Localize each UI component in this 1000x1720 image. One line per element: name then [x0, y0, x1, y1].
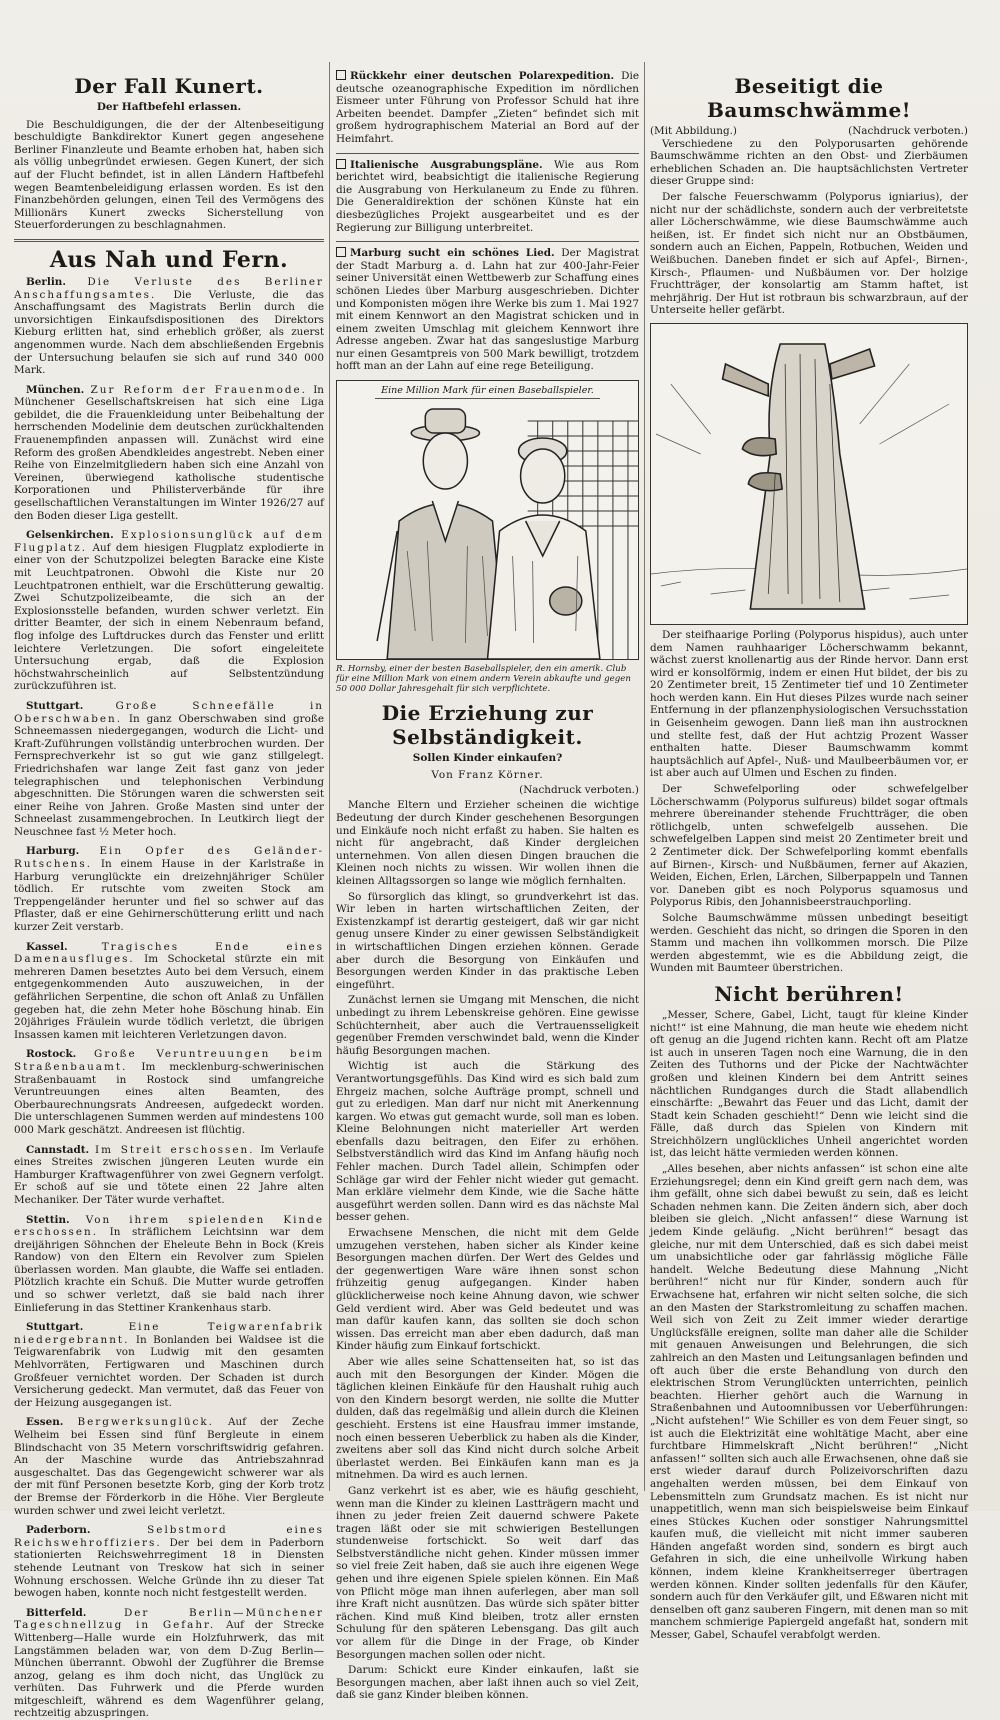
illustration-note: (Mit Abbildung.): [650, 125, 737, 137]
news-body: Der Magistrat der Stadt Marburg a. d. Lahn hat zur 400-Jahr-Feier seiner Universität einen Wettbewerb zur Schaffung eines schönen Liedes über Marburg ausgeschrieben. Dichter und Komponisten mögen ihre Werke bis zum 1. Mai 1927 mit einem Kennwort an den Magistrat schicken und in einem zweiten Umschlag mit gleichem Kennwort ihre Adresse angeben. Zwar hat das sangeslustige Marburg nur einen Gesamtpreis von 500 Mark bewilligt, trotzdem hofft man an der Lahn auf eine rege Beteiligung.: [336, 247, 639, 373]
news-place: München.: [26, 383, 85, 396]
news-body: Der bei dem in Paderborn stationierten Reichswehrregiment 18 in Diensten stehende Leutnant von Treskow hat sich in seiner Wohnung erschossen. Welche Gründe ihn zu dieser Tat bewogen haben, konnte noch nicht festgestellt werden.: [14, 1536, 324, 1600]
article-meta: [650, 125, 968, 138]
article-text: Die Beschuldigungen, die der der Altenbeseitigung beschuldigte Bankdirektor Kunert gegen angesehene Berliner Finanzleute und Beamte erhoben hat, haben sich als völlig unbegründet erwiesen. Gegen Kunert, der sich auf der Flucht befindet, ist in allen Ländern Haftbefehl wegen Beamtenbeleidigung erlassen worden. Es ist den Finanzbehörden gelungen, einen Teil des Vermögens des Millionärs Kunert zwecks Sicherstellung von Steuerforderungen zu beschlagnahmen.: [14, 118, 324, 232]
article-subtitle: Sollen Kinder einkaufen?: [412, 751, 563, 764]
column-middle: [336, 70, 639, 1702]
news-headline: Zur Reform der Frauenmode.: [90, 383, 307, 396]
news-text: [14, 845, 324, 933]
news-place: Paderborn.: [26, 1524, 91, 1537]
baseball-players-drawing: [337, 381, 638, 659]
figure-caption: R. Hornsby, einer der besten Baseballspieler, den ein amerik. Club für eine Million Mark von einem andern Verein abkaufte und gegen 50 000 Dollar Jahresgehalt für sich verpflichtete.: [336, 664, 631, 695]
news-headline: Italienische Ausgrabungspläne.: [350, 158, 543, 171]
article-title: Beseitigt die Baumschwämme!: [706, 74, 912, 122]
article-body: [650, 1009, 968, 1642]
figure-title: Eine Million Mark für einen Baseballspieler.: [375, 385, 600, 399]
news-headline: Eine Teigwarenfabrik niedergebrannt.: [14, 1321, 324, 1346]
article-text: Solche Baumschwämme müssen unbedingt beseitigt werden. Geschieht das nicht, so dringen die Sporen in den Stamm und machen ihn vollkommen morsch. Die Pilze werden abgestemmt, wie es die Abbildung zeigt, die Wunden mit Baumteer überstrichen.: [650, 911, 968, 975]
news-body: Im Schocketal stürzte ein mit mehreren Damen besetztes Auto bei dem Versuch, einem entgegenkommenden Auto auszuweichen, in der gefährlichen Serpentine, die schon oft Anlaß zu Unfällen gegeben hat, die zehn Meter hohe Böschung hinab. Ein 20jähriges Fräulein wurde tödlich verletzt, die übrigen Insassen kamen mit leichteren Verletzungen davon.: [14, 953, 324, 1041]
news-headline: Von ihrem spielenden Kinde erschossen.: [14, 1213, 324, 1239]
news-body: Im Verlaufe eines Streites zwischen jüngeren Leuten wurde ein Hamburger Kraftwagenführer von zwei Gegnern verfolgt. Er schoß auf sie und tötete einen 22 Jahre alten Mechaniker. Der Täter wurde verhaftet.: [14, 1143, 324, 1206]
news-text: [14, 700, 324, 839]
essay-paragraph: Aber wie alles seine Schattenseiten hat, so ist das auch mit den Besorgungen der Kinder. Mögen die täglichen kleinen Einkäufe für den Haushalt ruhig auch von den Kindern besorgt werden, nie sollte die Mutter dulden, daß das regelmäßig und allein durch die Kleinen geschieht. Erstens ist eine Hausfrau immer imstande, noch einen besseren Ueberblick zu haben als die Kinder, zweitens aber soll das Kind nicht durch solche Arbeit überlastet werden. Bei Einkäufen kann man es ja mitnehmen. Da wird es auch lernen.: [336, 1355, 639, 1482]
article-paragraph: „Messer, Schere, Gabel, Licht, taugt für kleine Kinder nicht!“ ist eine Mahnung, die man heute wie ehedem nicht oft genug an die Jugend richten kann. Recht oft am Platze ist auch in unseren Tagen noch eine Warnung, die in den Zeiten des Tuthorns und der Picke der Nachtwächter großen und kleinen Kindern bei dem Antritt seines nächtlichen Rundganges durch die Stadt allabendlich einschärfte: „Bewahrt das Feuer und das Licht, damit der Stadt kein Schaden geschieht!“ Denn wie leicht sind die Fälle, daß durch das Spielen von Kindern mit Streichhölzern unglückliches Unheil angerichtet worden ist, das leicht hätte vermieden werden können.: [650, 1008, 968, 1160]
divider: [14, 239, 324, 242]
news-headline: Selbstmord eines Reichswehroffiziers.: [14, 1524, 324, 1549]
divider: [336, 153, 639, 154]
news-text: [14, 529, 324, 693]
reprint-notice: (Nachdruck verboten.): [848, 125, 968, 137]
article-text: Der Schwefelporling oder schwefelgelber Löcherschwamm (Polyporus sulfureus) bildet sogar oftmals mehrere übereinander stehende Fruchtträger, die oben rötlichgelb, unten schwefelgelb aussehen. Die schwefelgelben Lappen sind meist 20 Zentimeter breit und 2 Zentimeter dick. Der Schwefelporling kommt ebenfalls auf Birnen-, Kirsch- und Nußbäumen, ferner auf Akazien, Weiden, Eichen, Erlen, Lärchen, Silberpappeln und Tannen vor. Daneben gibt es noch Polyporus squamosus und Polyporus Ribis, den Johannisbeerstrauchporling.: [650, 783, 968, 909]
news-place: Harburg.: [26, 845, 80, 858]
news-headline: Tragisches Ende eines Damenausfluges.: [14, 940, 324, 966]
news-place: Essen.: [26, 1416, 64, 1429]
news-headline: Im Streit erschossen.: [95, 1143, 255, 1156]
news-body: Die deutsche ozeanographische Expedition im nördlichen Eismeer unter Führung von Professor Schuld hat ihre Arbeiten beendet. Dampfer „Zieten“ befindet sich mit großem hydrographischem Material an Bord auf der Heimfahrt.: [336, 70, 639, 145]
news-item: [14, 1048, 324, 1136]
news-body: Auf der Zeche Welheim bei Essen sind fünf Bergleute in einem Blindschacht von 35 Metern vorschriftswidrig gefahren. An der Maschine wurde das Antriebszahnrad ausgeschaltet. Das das Gegengewicht schwerer war als der mit fünf Personen besetzte Korb, ging der Korb trotz der Bremse der Förderkorb in die Höhe. Vier Bergleute wurden schwer und zwei leicht verletzt.: [14, 1416, 324, 1517]
article-text: Der falsche Feuerschwamm (Polyporus igniarius), der nicht nur der schädlichste, sondern auch der verbreitetste aller Löcherschwämme, wie diese Baumschwämme auch heißen, ist. Er findet sich nicht nur an Obstbäumen, sondern auch an Eichen, Pappeln, Rotbuchen, Weiden und Weißbuchen. Daneben findet er sich auf Apfel-, Birnen-, Kirsch-, Pflaumen- und Nußbäumen vor. Der holzige Fruchtträger, der konsolartig am Stamm haftet, ist mehrjährig. Der Hut ist rotbraun bis schwarzbraun, auf der Unterseite heller gefärbt.: [650, 190, 968, 317]
news-item: [14, 700, 324, 839]
news-item: [14, 384, 324, 523]
article-kunert: [14, 74, 324, 232]
article-text: Verschiedene zu den Polyporusarten gehörende Baumschwämme richten an den Obst- und Zierbäumen erheblichen Schaden an. Die hauptsächlichsten Vertreter dieser Gruppe sind:: [650, 137, 968, 188]
article-erziehung: [336, 701, 639, 1702]
bullet-box: [336, 70, 346, 80]
news-body: In Münchener Gesellschaftskreisen hat sich eine Liga gebildet, die die Frauenkleidung unter Beibehaltung der herrschenden Modelinie dem deutschen zurückhaltenden Frauenempfinden anpassen will. Zunächst wird eine Reform des großen Abendkleides angestrebt. Neben einer Reihe von Einzelmitgliedern haben sich eine Anzahl von Vereinen, überwiegend katholische studentische Korporationen und Philisterverbände für ihre gesellschaftlichen Veranstaltungen im Winter 1926/27 auf den Boden dieser Liga gestellt.: [14, 383, 324, 522]
column-rule: [644, 62, 645, 1491]
article-baumschwaemme: [650, 74, 968, 975]
news-item: [14, 1416, 324, 1517]
news-text: [14, 1321, 324, 1409]
news-item: [14, 1524, 324, 1600]
news-headline: Ein Opfer des Geländer-Rutschens.: [14, 845, 324, 871]
news-headline: Bergwerksunglück.: [77, 1416, 214, 1429]
news-headline: Der Berlin—Münchener Tageschnellzug in Gefahr.: [14, 1606, 324, 1632]
tree-illustration: [650, 323, 968, 625]
news-text: [336, 247, 639, 373]
news-body: In ganz Oberschwaben sind große Schneemassen niedergegangen, wodurch die Licht- und Kraft-Zuführungen vollständig unterbrochen wurden. Der Fernsprechverkehr ist so gut wie ganz stillgelegt. Friedrichshafen war lange Zeit fast ganz von jeder telegraphischen und telephonischen Verbindung abgeschnitten. Die Störungen waren die schwersten seit einer Reihe von Jahren. Große Masten sind unter der Schneelast zusammengebrochen. In Leutkirch liegt der Neuschnee fast ½ Meter hoch.: [14, 712, 324, 838]
column-right: [650, 70, 969, 1642]
article-title: Der Fall Kunert.: [74, 74, 264, 98]
news-text: [14, 276, 324, 377]
news-text: [14, 941, 324, 1042]
news-headline: Große Schneefälle in Oberschwaben.: [14, 699, 324, 725]
news-list: [14, 276, 324, 1720]
news-headline: Die Verluste des Berliner Anschaffungsamtes.: [14, 275, 325, 301]
news-place: Stettin.: [26, 1213, 70, 1226]
divider: [336, 241, 639, 242]
short-news-item: [336, 247, 639, 373]
news-body: In einem Hause in der Karlstraße in Harburg verunglückte ein dreizehnjähriger Schüler tödlich. Er rutschte vom zweiten Stock am Treppengeländer herunter und fiel so schwer auf das Pflaster, daß er eine Gehirnerschütterung erlitt und nach kurzer Zeit verstarb.: [14, 858, 324, 934]
news-text: [14, 1144, 324, 1207]
news-text: [14, 1214, 324, 1315]
reprint-notice: (Nachdruck verboten.): [519, 783, 639, 796]
news-headline: Große Veruntreuungen beim Straßenbauamt.: [14, 1048, 324, 1073]
news-headline: Marburg sucht ein schönes Lied.: [350, 247, 555, 260]
article-subtitle: Der Haftbefehl erlassen.: [96, 101, 242, 113]
essay-paragraph: Ganz verkehrt ist es aber, wie es häufig geschieht, wenn man die Kinder zu kleinen Lastträgern macht und ihnen zu jeder freien Zeit dauernd schwere Pakete tragen läßt oder sie mit schwierigen Bestellungen stundenweise fortschickt. So weit darf das Selbstverständliche nicht gehen. Kinder müssen immer so viel freie Zeit haben, daß sie auch ihre eigenen Wege gehen und ihre eigenen Spiele spielen können. Ein Maß von Pflicht möge man ihnen auferlegen, aber man soll ihre Kraft nicht ausnützen. Das würde sich später bitter rächen. Kind muß Kind bleiben, trotz aller ernsten Schulung für den späteren Lebensgang. Das gilt auch vor allem für die Dinge in der Frage, ob Kinder Besorgungen machen sollen oder nicht.: [336, 1484, 639, 1661]
news-text: [14, 384, 324, 523]
baseball-illustration: [336, 380, 639, 660]
news-headline: Explosionsunglück auf dem Flugplatz.: [14, 529, 324, 554]
news-place: Kassel.: [26, 940, 68, 953]
article-title: Nicht berühren!: [714, 981, 904, 1006]
article-title: Die Erziehung zur Selbständigkeit.: [381, 700, 594, 749]
news-body: In Bonlanden bei Waldsee ist die Teigwarenfabrik von Ludwig mit den gesamten Mehlvorräten, Fertigwaren und Maschinen durch Großfeuer vernichtet worden. Der Schaden ist durch Versicherung gedeckt. Man vermutet, daß das Feuer von der Heizung ausgegangen ist.: [14, 1333, 324, 1409]
news-text: [336, 70, 639, 146]
news-place: Stuttgart.: [26, 1321, 84, 1334]
news-body: In sträflichem Leichtsinn war dem dreijährigen Söhnchen der Eheleute Behn in Bock (Kreis Randow) von den Eltern ein Revolver zum Spielen überlassen worden. Man glaubte, die Waffe sei entladen. Plötzlich krachte ein Schuß. Die Mutter wurde getroffen und so schwer verletzt, daß sie bald nach ihrer Einlieferung in das Stettiner Krankenhaus starb.: [14, 1226, 324, 1314]
news-place: Gelsenkirchen.: [26, 529, 114, 542]
short-news-list: [336, 70, 639, 373]
essay-paragraph: Manche Eltern und Erzieher scheinen die wichtige Bedeutung der durch Kinder geschehenen Besorgungen und Einkäufe noch nicht erfaßt zu haben. Sie halten es nicht für angebracht, daß Kinder dergleichen unternehmen. Von allen diesen Dingen brauchen die Kleinen noch nichts zu wissen. Wir wollen ihnen die kleinen Alltagssorgen so lange wie möglich fernhalten.: [336, 799, 639, 888]
news-item: [14, 941, 324, 1042]
news-item: [14, 1607, 324, 1720]
essay-paragraph: Zunächst lernen sie Umgang mit Menschen, die nicht unbedingt zu ihrem Lebenskreise gehören. Eine gewisse Schüchternheit, aber auch die Vertrauensseligkeit gegenüber Fremden verschwindet bald, wenn die Kinder häufig Besorgungen machen.: [336, 994, 639, 1057]
news-text: [14, 1416, 324, 1517]
news-body: Die Verluste, die das Anschaffungsamt des Magistrats Berlin durch die unvorsichtigen Einkaufsdispositionen des Direktors Kieburg erlitten hat, sind erheblich größer, als zuerst angenommen wurde. Nach dem abschließenden Ergebnis der Untersuchung belaufen sie sich auf rund 340 000 Mark.: [14, 288, 324, 377]
news-place: Stuttgart.: [26, 699, 84, 712]
news-place: Bitterfeld.: [26, 1606, 87, 1619]
news-item: [14, 1214, 324, 1315]
short-news-item: [336, 70, 639, 146]
essay-paragraph: Wichtig ist auch die Stärkung des Verantwortungsgefühls. Das Kind wird es sich bald zum Ehrgeiz machen, solche Aufträge prompt, schnell und gut zu erledigen. Man darf nur nicht mit Anerkennung kargen. Wo etwas gut gemacht wurde, soll man es loben. Kleine Belohnungen nicht materieller Art werden ebenfalls dazu beitragen, den Eifer zu erhöhen. Selbstverständlich wird das Kind im Anfang häufig noch Fehler machen. Durch Tadel allein, Schimpfen oder Schläge gar wird der Fehler nicht wieder gut gemacht. Man erkläre vielmehr dem Kinde, wie die Sache hätte ausgeführt werden sollen. Dann wird es das nächste Mal besser gehen.: [336, 1060, 639, 1224]
news-text: [14, 1607, 324, 1720]
news-item: [14, 529, 324, 693]
news-place: Rostock.: [26, 1048, 77, 1061]
news-item: [14, 276, 324, 377]
news-body: Wie aus Rom berichtet wird, beabsichtigt die italienische Regierung die Ausgrabung von Herkulaneum zu Ende zu führen. Die Generaldirektion der schönen Künste hat ein diesbezügliches Projekt ausgearbeitet und es der Regierung zur Billigung unterbreitet.: [336, 158, 639, 234]
news-place: Cannstadt.: [26, 1143, 90, 1156]
essay-paragraph: So fürsorglich das klingt, so grundverkehrt ist das. Wir leben in harten wirtschaftlichen Zeiten, der Existenzkampf ist derartig gesteigert, daß wir gar nicht genug unsere Kinder zu einer gewissen Selbständigkeit in wirtschaftlichen Dingen erziehen können. Gerade aber durch die Besorgung von Einkäufen und Besorgungen werden Kinder in das praktische Leben eingeführt.: [336, 890, 639, 991]
short-news-item: [336, 159, 639, 235]
article-text: Der steifhaarige Porling (Polyporus hispidus), auch unter dem Namen rauhhaariger Löcherschwamm bekannt, wächst zuerst knollenartig aus der Rinde hervor. Dann erst wird er konsolförmig, indem er einen Hut bildet, der bis zu 20 Zentimeter breit, 15 Zentimeter tief und 10 Zentimeter hoch werden kann. Ein Hut dieses Pilzes wurde nach seiner Entfernung in der pflanzenphysiologischen Versuchsstation in Geisenheim gewogen. Dann ließ man ihn austrocknen und stellte fest, daß der Hut achtzig Prozent Wasser enthalten hatte. Dieser Baumschwamm kommt hauptsächlich auf Apfel-, Nuß- und Maulbeerbäumen vor, er ist aber auch auf Ulmen und Eschen zu finden.: [650, 628, 968, 780]
column-rule: [329, 62, 330, 1491]
essay-paragraph: Darum: Schickt eure Kinder einkaufen, laßt sie Besorgungen machen, aber laßt ihnen auch so viel Zeit, daß sie ganz Kinder bleiben können.: [336, 1664, 639, 1702]
news-body: Im mecklenburg-schwerinischen Straßenbauamt in Rostock sind umfangreiche Veruntreuungen eines alten Beamten, des Oberbaurechnungsrats Andreesen, aufgedeckt worden. Die unterschlagenen Summen werden auf mindestens 100 000 Mark geschätzt. Andreesen ist flüchtig.: [14, 1060, 324, 1136]
column-left: [14, 70, 325, 1720]
essay-paragraph: Erwachsene Menschen, die nicht mit dem Gelde umzugehen verstehen, haben sicher als Kinder keine Besorgungen machen dürfen. Der Wert des Geldes und der gegenwertigen Ware wäre ihnen sonst schon frühzeitig genug aufgegangen. Kinder haben glücklicherweise noch keine Ahnung davon, wie schwer Geld verdient wird. Aber was Geld bedeutet und was man dafür kaufen kann, das sollten sie doch schon wissen. Das erreicht man aber eben dadurch, daß man Kinder häufig zum Einkauf fortschickt.: [336, 1227, 639, 1353]
news-text: [14, 1524, 324, 1600]
article-byline: Von Franz Körner.: [431, 769, 544, 782]
bullet-box: [336, 247, 346, 257]
news-place: Berlin.: [26, 275, 66, 288]
section-heading: Aus Nah und Fern.: [49, 246, 289, 273]
news-body: Auf dem hiesigen Flugplatz explodierte in einer von der Schutzpolizei belegten Baracke eine Kiste mit Leuchtpatronen. Obwohl die Kiste nur 20 Leuchtpatronen enthielt, war die Erschütterung gewaltig. Zwei Schutzpolizeibeamte, die sich an der Explosionsstelle befanden, wurden schwer verletzt. Ein dritter Beamter, der sich in einem Nebenraum befand, flog infolge des Luftdruckes durch das Fenster und erlitt leichtere Verletzungen. Die sofort eingeleitete Untersuchung ergab, daß die Explosion höchstwahrscheinlich auf Selbstentzündung zurückzuführen ist.: [14, 541, 324, 693]
news-item: [14, 1144, 324, 1207]
tree-fungus-drawing: [651, 324, 967, 624]
news-headline: Rückkehr einer deutschen Polarexpedition.: [350, 70, 615, 82]
news-item: [14, 1321, 324, 1409]
article-body: [336, 799, 639, 1702]
news-text: [14, 1048, 324, 1136]
bullet-box: [336, 159, 346, 169]
article-nicht-beruehren: [650, 982, 968, 1642]
news-body: Auf der Strecke Wittenberg—Halle wurde ein Holzfuhrwerk, das mit Langstämmen beladen war, von dem D-Zug Berlin—München überrannt. Obwohl der Zugführer die Bremse anzog, gelang es ihm doch nicht, das Unglück zu verhüten. Das Fuhrwerk und die Pferde wurden mitgeschleift, während es dem Wagenführer gelang, rechtzeitig abzuspringen.: [14, 1619, 324, 1720]
article-paragraph: „Alles besehen, aber nichts anfassen“ ist schon eine alte Erziehungsregel; denn ein Kind greift gern nach dem, was ihm gefällt, ohne sich dabei bewußt zu sein, daß es leicht Schaden nehmen kann. Die Zeiten ändern sich, aber doch bleiben sie gleich. „Nicht anfassen!“ diese Warnung ist jedem Kinde geläufig. „Nicht berühren!“ besagt das gleiche, nur mit dem Unterschied, daß es sich dabei meist um unabsichtliche oder gar fahrlässig mögliche Fälle handelt. Welche Bedeutung diese Mahnung „Nicht berühren!“ nicht nur für Kinder, sondern auch für Erwachsene hat, erfahren wir nicht selten solche, die sich an den Masten der Starkstromleitung zu schaffen machen. Weil sich von Zeit zu Zeit immer wieder derartige Unglücksfälle ereignen, sollte man daher alle die Schilder mit genauen Anweisungen und Belehrungen, die sich zahlreich an den Masten und Leitungsanlagen befinden und oft auch über die erste Behandlung von durch den elektrischen Strom Verunglückten unterrichten, peinlich beachten. Hierher gehört auch die Warnung in Straßenbahnen und Autoomnibussen vor Ueberführungen: „Nicht aufstehen!“ Wie Schiller es von dem Feuer singt, so ist auch die Elektrizität eine wohltätige Macht, aber eine furchtbare Himmelskraft „Nicht berühren!“ „Nicht anfassen!“ sollten sich auch alle Erwachsenen, ohne daß sie erst wieder darauf durch Polizeivorschriften dazu angehalten werden müssen, bei dem Einkauf von Lebensmitteln zum Grundsatz machen. Es ist nicht nur unappetitlich, wenn man sich beispielsweise beim Einkauf eines Stückes Kuchen oder sonstiger Nahrungsmittel kaufen muß, die vielleicht mit nicht immer sauberen Händen angefaßt worden sind, sondern es birgt auch Gefahren in sich, die eine unheilvolle Wirkung haben können, indem kleine Krankheitserreger übertragen werden können. Kinder sollten jedenfalls für den Käufer, sondern auch für den Verkäufer gilt, und Eßwaren nicht mit denselben oft ganz sauberen Fingern, mit denen man so mit manchem schmierige Papiergeld angefaßt hat, sondern mit Messer, Gabel, Schaufel verabfolgt werden.: [650, 1163, 969, 1642]
news-text: [336, 159, 639, 235]
news-item: [14, 845, 324, 933]
